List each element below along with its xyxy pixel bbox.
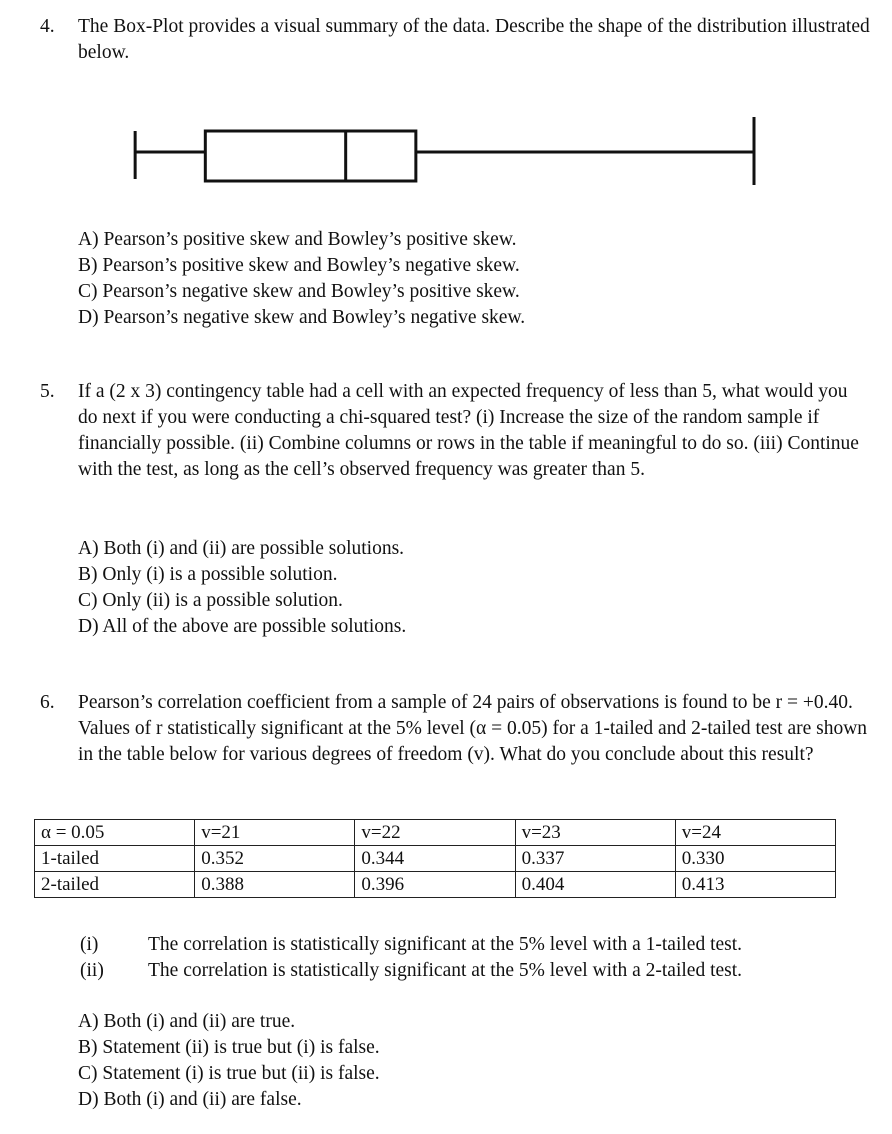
statement-i — [80, 932, 742, 958]
table-cell: 0.337 — [515, 846, 675, 872]
table-cell: 0.404 — [515, 872, 675, 898]
statement-text: The correlation is statistically significant at the 5% level with a 2-tailed test. — [148, 960, 743, 981]
table-cell: 1-tailed — [35, 846, 195, 872]
question-5-stem: If a (2 x 3) contingency table had a cell with an expected frequency of less than 5, what would you do next if you were conducting a chi-squared test? (i) Increase the size of the random sample if financially possible. (ii) Combine columns or rows in the table if meaningful to do so. (iii) Continue with the test, as long as the cell’s observed frequency was greater than 5. — [78, 381, 859, 480]
table-cell: 0.388 — [195, 872, 355, 898]
question-5-option-d[interactable]: D) All of the above are possible solutions. — [78, 616, 407, 637]
question-4-number: 4. — [40, 16, 55, 37]
question-6-options — [78, 1009, 380, 1113]
question-4-stem: The Box-Plot provides a visual summary of the data. Describe the shape of the distribution illustrated below. — [78, 16, 870, 63]
table-header-cell: α = 0.05 — [35, 820, 195, 846]
table-header-cell: v=21 — [195, 820, 355, 846]
question-5-number: 5. — [40, 381, 55, 402]
box-plot — [110, 115, 770, 190]
question-4-option-b[interactable]: B) Pearson’s positive skew and Bowley’s negative skew. — [78, 255, 520, 276]
question-6-option-b[interactable]: B) Statement (ii) is true but (i) is false. — [78, 1037, 380, 1058]
table-cell: 0.352 — [195, 846, 355, 872]
table-header-cell: v=22 — [355, 820, 515, 846]
question-4-option-c[interactable]: C) Pearson’s negative skew and Bowley’s positive skew. — [78, 281, 520, 302]
question-5-options — [78, 536, 406, 640]
question-4 — [40, 14, 870, 66]
box-plot-box — [205, 131, 416, 181]
question-5-option-c[interactable]: C) Only (ii) is a possible solution. — [78, 590, 343, 611]
question-5-option-a[interactable]: A) Both (i) and (ii) are possible solutions. — [78, 538, 405, 559]
table-cell: 0.330 — [675, 846, 835, 872]
question-4-options — [78, 227, 525, 331]
question-6-stem: Pearson’s correlation coefficient from a sample of 24 pairs of observations is found to be r = +0.40. Values of r statistically significant at the 5% level (α = 0.05) for a 1-tailed and 2-tailed test are shown in the table below for various degrees of freedom (v). What do you conclude about this result? — [78, 692, 868, 765]
statement-label: (ii) — [80, 960, 104, 981]
table-row — [35, 846, 836, 872]
question-6-option-a[interactable]: A) Both (i) and (ii) are true. — [78, 1011, 296, 1032]
statement-label: (i) — [80, 934, 99, 955]
question-6 — [40, 690, 870, 768]
question-5 — [40, 379, 870, 483]
table-header-cell: v=23 — [515, 820, 675, 846]
critical-values-table — [34, 819, 836, 898]
question-6-option-c[interactable]: C) Statement (i) is true but (ii) is false. — [78, 1063, 380, 1084]
question-6-number: 6. — [40, 692, 55, 713]
table-cell: 0.344 — [355, 846, 515, 872]
table-cell: 2-tailed — [35, 872, 195, 898]
statement-text: The correlation is statistically significant at the 5% level with a 1-tailed test. — [148, 934, 743, 955]
question-6-statements — [80, 932, 742, 984]
question-4-option-d[interactable]: D) Pearson’s negative skew and Bowley’s negative skew. — [78, 307, 526, 328]
table-cell: 0.396 — [355, 872, 515, 898]
table-row — [35, 872, 836, 898]
table-header-row — [35, 820, 836, 846]
statement-ii — [80, 958, 742, 984]
question-5-option-b[interactable]: B) Only (i) is a possible solution. — [78, 564, 338, 585]
question-6-option-d[interactable]: D) Both (i) and (ii) are false. — [78, 1089, 302, 1110]
question-4-option-a[interactable]: A) Pearson’s positive skew and Bowley’s positive skew. — [78, 229, 517, 250]
table-cell: 0.413 — [675, 872, 835, 898]
table-header-cell: v=24 — [675, 820, 835, 846]
